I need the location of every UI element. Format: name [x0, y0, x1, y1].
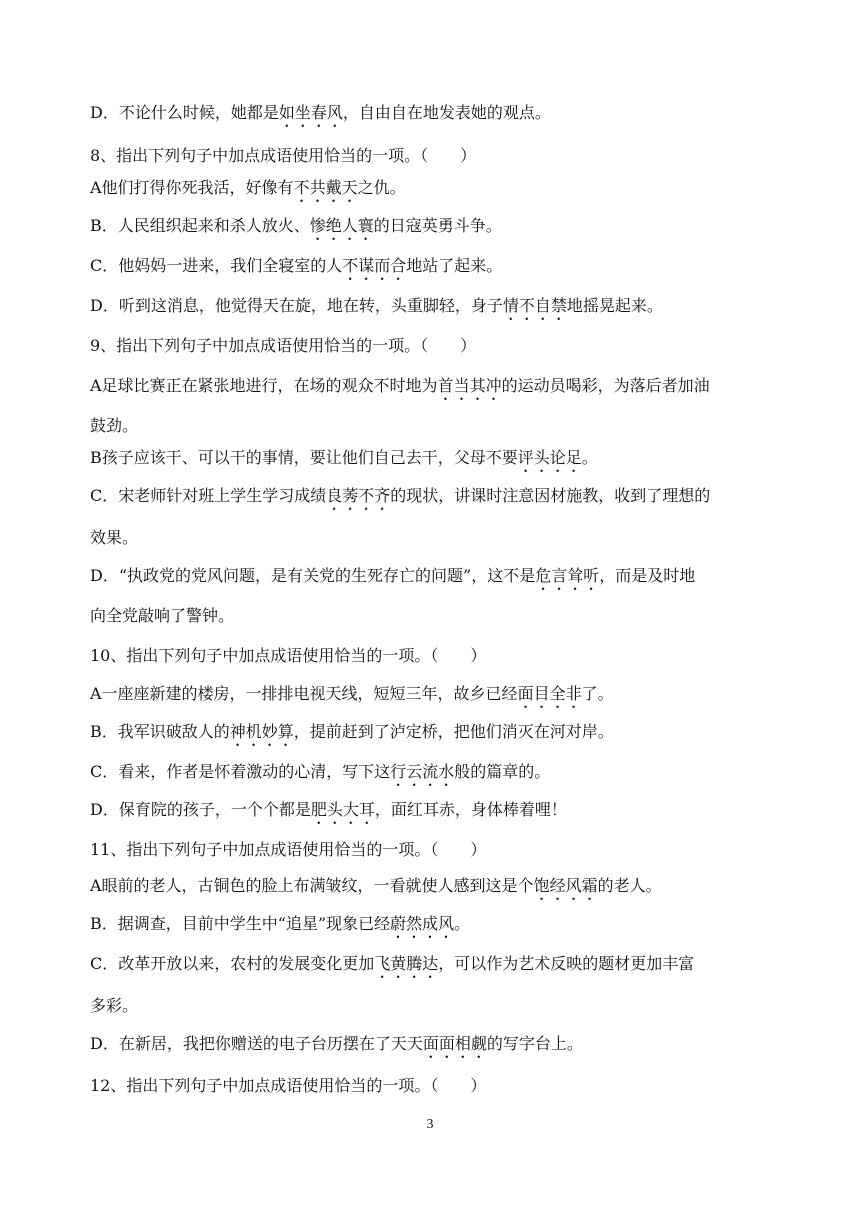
line-text-tail: ，可以作为艺术反映的题材更加丰富: [438, 954, 695, 973]
text-line: [90, 336, 476, 364]
line-text: D．听到这消息，他觉得天在旋，地在转，头重脚轻，身子: [90, 296, 503, 315]
line-text-tail: 的日寇英勇斗争。: [373, 216, 502, 235]
line-text: A眼前的老人，古铜色的脸上布满皱纹，一看就使人感到这是个: [90, 876, 534, 895]
dotted-idiom: 危言耸听: [535, 566, 600, 585]
line-text: B．我军识破敌人的: [90, 722, 230, 741]
line-text: 效果。: [90, 528, 139, 547]
text-line: [90, 256, 502, 284]
text-line: [90, 954, 694, 982]
text-line: [90, 840, 486, 868]
line-text: 鼓劲。: [90, 416, 139, 435]
line-text-tail: ，提前赶到了泸定桥，把他们消灭在河对岸。: [293, 722, 614, 741]
dotted-idiom: 神机妙算: [229, 722, 294, 741]
text-line: [90, 996, 138, 1024]
line-text-tail: 的老人。: [597, 876, 662, 895]
page-number: 3: [426, 1117, 434, 1132]
text-line: [90, 606, 234, 634]
text-line: [90, 146, 476, 174]
line-text-tail: ，面红耳赤，身体棒着哩！: [374, 800, 567, 819]
dotted-idiom: 评头论足: [517, 448, 582, 467]
text-line: [90, 914, 470, 942]
text-line: [90, 416, 138, 444]
line-text-tail: 的运动员喝彩，为落后者加油: [501, 376, 710, 395]
dotted-idiom: 饱经风霜: [533, 876, 598, 895]
line-text-tail: 了。: [581, 684, 614, 703]
text-line: [90, 376, 710, 404]
line-text: 9、指出下列句子中加点成语使用恰当的一项。（ ）: [90, 336, 477, 355]
dotted-idiom: 首当其冲: [437, 376, 502, 395]
line-text: 向全党敲响了警钟。: [90, 606, 235, 625]
text-line: [90, 800, 567, 828]
text-line: [90, 684, 614, 712]
dotted-idiom: 肥头大耳: [310, 800, 375, 819]
text-line: [90, 762, 550, 790]
dotted-idiom: 蔚然成风: [390, 914, 455, 933]
dotted-idiom: 飞黄腾达: [374, 954, 439, 973]
line-text: 11、指出下列句子中加点成语使用恰当的一项。（ ）: [90, 840, 487, 859]
text-line: [90, 566, 695, 594]
dotted-idiom: 面目全非: [517, 684, 582, 703]
text-line: [90, 528, 138, 556]
line-text-tail: 地站了起来。: [406, 256, 503, 275]
dotted-idiom: 面面相觑: [422, 1034, 487, 1053]
line-text: B．人民组织起来和杀人放火、: [90, 216, 310, 235]
text-line: [90, 1076, 486, 1104]
dotted-idiom: 情不自禁: [502, 296, 567, 315]
line-text: B孩子应该干、可以干的事情，要让他们自己去干，父母不要: [90, 448, 518, 467]
dotted-idiom: 如坐春风: [278, 103, 343, 122]
line-text: D．“执政党的党风问题，是有关党的生死存亡的问题”，这不是: [90, 566, 536, 585]
line-text: B．据调查，目前中学生中“追星”现象已经: [90, 914, 391, 933]
line-text: 12、指出下列句子中加点成语使用恰当的一项。（ ）: [90, 1076, 487, 1095]
line-text: 多彩。: [90, 996, 139, 1015]
line-text-tail: 般的篇章的。: [454, 762, 551, 781]
line-text: C．改革开放以来，农村的发展变化更加: [90, 954, 375, 973]
dotted-idiom: 不谋而合: [342, 256, 407, 275]
line-text: D．保育院的孩子，一个个都是: [90, 800, 311, 819]
line-text-tail: ，自由自在地发表她的观点。: [342, 103, 551, 122]
line-text: C．宋老师针对班上学生学习成绩: [90, 486, 327, 505]
line-text: C．他妈妈一进来，我们全寝室的人: [90, 256, 343, 275]
line-text-tail: ，而是及时地: [599, 566, 696, 585]
line-text: D．在新居，我把你赠送的电子台历摆在了天天: [90, 1034, 423, 1053]
text-line: [90, 448, 598, 476]
text-line: [90, 216, 502, 244]
line-text-tail: 。: [581, 448, 598, 467]
text-line: [90, 103, 551, 131]
line-text-tail: 地摇晃起来。: [566, 296, 663, 315]
text-line: [90, 1034, 583, 1062]
line-text: D．不论什么时候，她都是: [90, 103, 279, 122]
dotted-idiom: 惨绝人寰: [309, 216, 374, 235]
line-text: A他们打得你死我活，好像有: [90, 178, 294, 197]
line-text-tail: 之仇。: [357, 178, 406, 197]
dotted-idiom: 不共戴天: [293, 178, 358, 197]
text-line: [90, 178, 406, 206]
line-text-tail: 的写字台上。: [486, 1034, 583, 1053]
dotted-idiom: 行云流水: [390, 762, 455, 781]
line-text-tail: 的现状，讲课时注意因材施教，收到了理想的: [390, 486, 711, 505]
line-text: A足球比赛正在紧张地进行，在场的观众不时地为: [90, 376, 438, 395]
line-text-tail: 。: [454, 914, 471, 933]
text-line: [90, 486, 710, 514]
line-text: 10、指出下列句子中加点成语使用恰当的一项。（ ）: [90, 646, 487, 665]
line-text: C．看来，作者是怀着激动的心清，写下这: [90, 762, 391, 781]
text-line: [90, 296, 663, 324]
line-text: A一座座新建的楼房，一排排电视天线，短短三年，故乡已经: [90, 684, 518, 703]
line-text: 8、指出下列句子中加点成语使用恰当的一项。（ ）: [90, 146, 477, 165]
dotted-idiom: 良莠不齐: [326, 486, 391, 505]
text-line: [90, 876, 662, 904]
text-line: [90, 722, 614, 750]
text-line: [90, 646, 486, 674]
